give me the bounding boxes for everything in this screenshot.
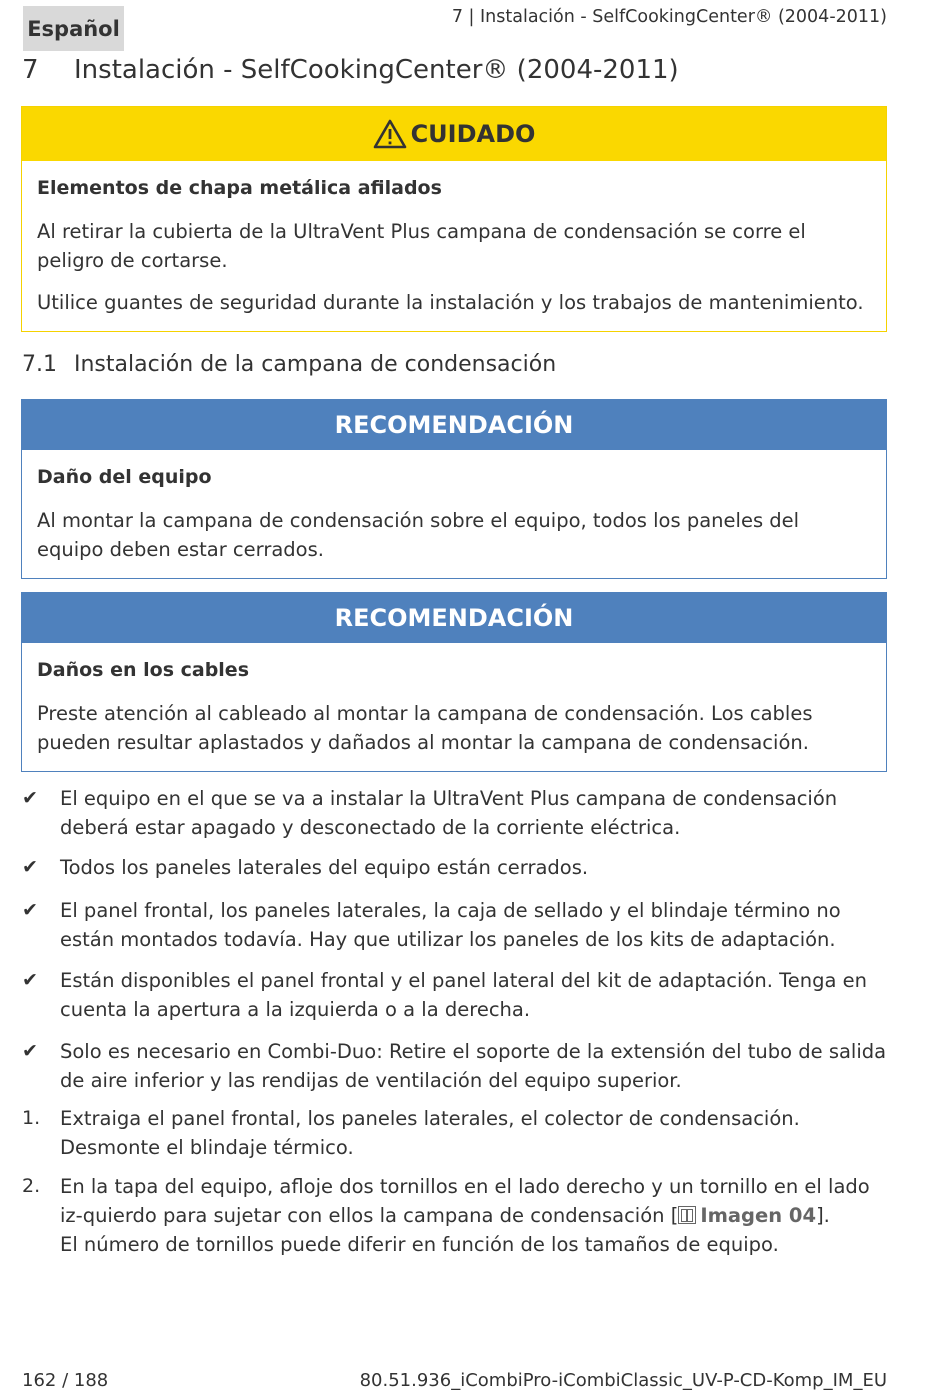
step-text-part: En la tapa del equipo, afloje dos tornillos en el lado derecho y un tornillo en el lado iz-quierdo para sujetar con ellos la campana de condensación [	[60, 1175, 870, 1227]
step-item	[22, 1104, 892, 1162]
recommendation-box	[21, 592, 887, 772]
prerequisite-text: El equipo en el que se va a instalar la UltraVent Plus campana de condensación deberá estar apagado y desconectado de la corriente eléctrica.	[60, 787, 838, 839]
chapter-number: 7	[22, 55, 39, 85]
chapter-title: Instalación - SelfCookingCenter® (2004-2011)	[74, 55, 679, 85]
recommendation-banner: RECOMENDACIÓN	[22, 593, 886, 643]
recommendation-box	[21, 399, 887, 579]
recommendation-subhead: Daños en los cables	[37, 659, 250, 681]
figure-reference-label[interactable]: Imagen 04	[700, 1204, 817, 1227]
prerequisite-text: El panel frontal, los paneles laterales, la caja de sellado y el blindaje término no están montados todavía. Hay que utilizar los paneles de los kits de adaptación.	[60, 899, 841, 951]
step-item	[22, 1172, 892, 1259]
prerequisite-text: Solo es necesario en Combi-Duo: Retire el soporte de la extensión del tubo de salida de aire inferior y las rendijas de ventilación del equipo superior.	[60, 1040, 887, 1092]
recommendation-text: Al montar la campana de condensación sobre el equipo, todos los paneles del equipo deben estar cerrados.	[37, 509, 800, 561]
prerequisite-item	[22, 853, 892, 882]
checkmark-icon: ✔	[22, 969, 38, 991]
recommendation-text: Preste atención al cableado al montar la campana de condensación. Los cables pueden resultar aplastados y dañados al montar la campana de condensación.	[37, 702, 813, 754]
checkmark-icon: ✔	[22, 856, 38, 878]
recommendation-banner: RECOMENDACIÓN	[22, 400, 886, 450]
step-text: Extraiga el panel frontal, los paneles laterales, el colector de condensación. Desmonte el blindaje térmico.	[60, 1107, 800, 1159]
step-text	[60, 1172, 892, 1259]
checkmark-icon: ✔	[22, 899, 38, 921]
book-icon	[678, 1206, 696, 1224]
step-text-part: ].	[816, 1204, 830, 1227]
caution-paragraph: Utilice guantes de seguridad durante la instalación y los trabajos de mantenimiento.	[37, 291, 864, 314]
step-number: 2.	[22, 1175, 41, 1197]
checkmark-icon: ✔	[22, 787, 38, 809]
prerequisite-text: Están disponibles el panel frontal y el panel lateral del kit de adaptación. Tenga en cuenta la apertura a la izquierda o a la derecha.	[60, 969, 867, 1021]
step-note: El número de tornillos puede diferir en función de los tamaños de equipo.	[60, 1233, 779, 1256]
prerequisite-item	[22, 1037, 892, 1095]
caution-subhead: Elementos de chapa metálica afilados	[37, 177, 442, 199]
recommendation-subhead: Daño del equipo	[37, 466, 212, 488]
prerequisite-item	[22, 896, 892, 954]
document-id: 80.51.936_iCombiPro-iCombiClassic_UV-P-CD-Komp_IM_EU	[359, 1370, 887, 1391]
running-header: 7 | Instalación - SelfCookingCenter® (2004-2011)	[451, 7, 887, 27]
warning-triangle-icon	[373, 119, 407, 149]
prerequisite-item	[22, 784, 892, 842]
chapter-heading	[22, 55, 679, 85]
language-tag: Español	[23, 6, 124, 51]
figure-reference-link[interactable]	[678, 1204, 816, 1227]
caution-box	[21, 106, 887, 332]
section-number: 7.1	[22, 352, 57, 377]
prerequisite-text: Todos los paneles laterales del equipo están cerrados.	[60, 856, 589, 879]
section-heading	[22, 352, 556, 377]
section-title: Instalación de la campana de condensación	[74, 352, 557, 377]
prerequisite-item	[22, 966, 892, 1024]
step-number: 1.	[22, 1107, 41, 1129]
caution-paragraph: Al retirar la cubierta de la UltraVent Plus campana de condensación se corre el peligro de cortarse.	[37, 220, 806, 272]
caution-label: CUIDADO	[410, 120, 536, 148]
page-number: 162 / 188	[22, 1370, 109, 1391]
checkmark-icon: ✔	[22, 1040, 38, 1062]
caution-banner	[22, 107, 886, 161]
